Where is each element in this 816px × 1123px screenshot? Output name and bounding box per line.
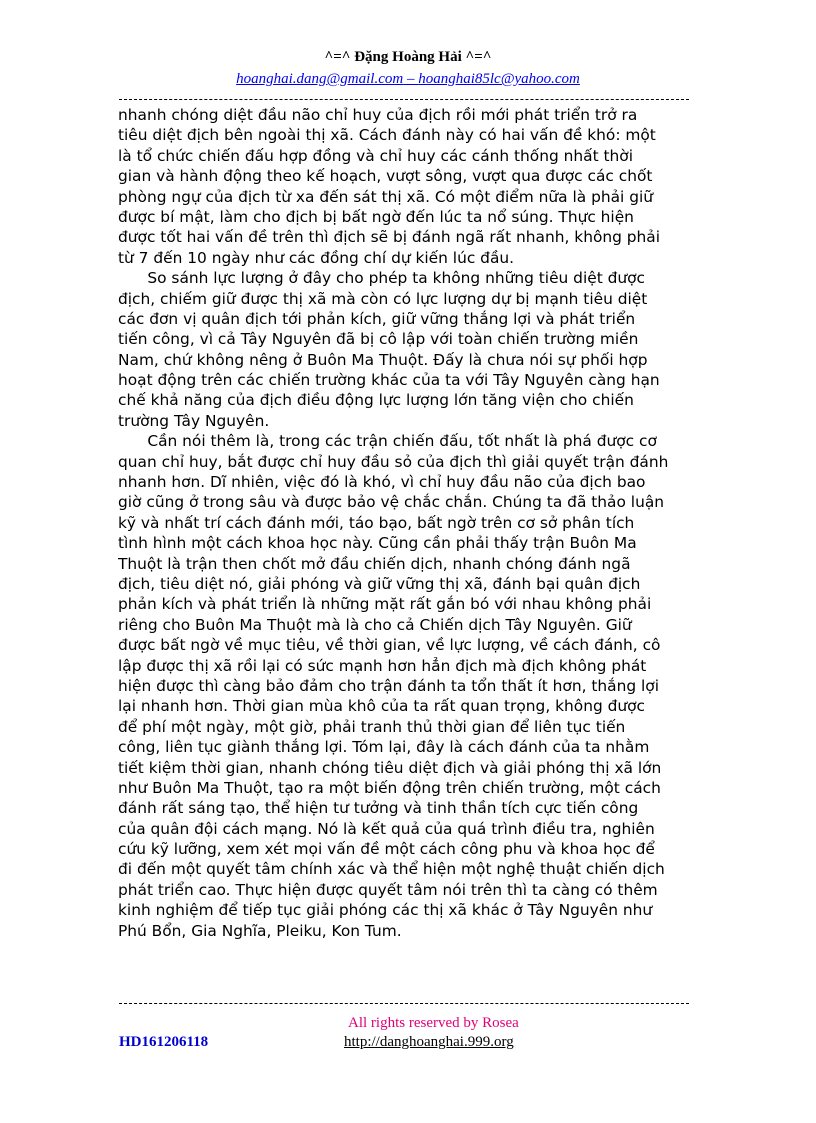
body-text-line: các đơn vị quân địch tới phản kích, giữ vững thắng lợi và phát triển	[118, 309, 636, 328]
body-text-line: địch, tiêu diệt nó, giải phóng và giữ vững thị xã, đánh bại quân địch	[118, 574, 641, 593]
document-code: HD161206118	[119, 1034, 209, 1050]
body-text-line: lại nhanh hơn. Thời gian mùa khô của ta rất quan trọng, không được	[118, 697, 646, 716]
body-text-line: của quân đội cách mạng. Nó là kết quả của quá trình điều tra, nghiên	[118, 819, 655, 838]
body-text-line: là tổ chức chiến đấu hợp đồng và chỉ huy các cánh thống nhất thời	[118, 146, 633, 165]
body-text-line: được bất ngờ về mục tiêu, về thời gian, về lực lượng, về cách đánh, cô	[118, 636, 661, 655]
body-text-line: Nam, chứ không nêng ở Buôn Ma Thuột. Đấy là chưa nói sự phối hợp	[118, 350, 648, 369]
footer-website-link[interactable]: http://danghoanghai.999.org	[344, 1034, 514, 1050]
body-text-line: được tốt hai vấn đề trên thì địch sẽ bị đánh ngã rất nhanh, không phải	[118, 228, 661, 247]
body-text-line: phát triển cao. Thực hiện được quyết tâm nói trên thì ta càng có thêm	[118, 880, 658, 899]
body-text-line: hoạt động trên các chiến trường khác của ta với Tây Nguyên càng hạn	[118, 371, 660, 390]
body-text-line: địch, chiếm giữ được thị xã mà còn có lực lượng dự bị mạnh tiêu diệt	[118, 289, 648, 308]
body-text-line: So sánh lực lượng ở đây cho phép ta không những tiêu diệt được	[118, 269, 646, 288]
body-text-line: giờ cũng ở trong sâu và được bảo vệ chắc chắn. Chúng ta đã thảo luận	[118, 493, 665, 512]
body-text-line: kinh nghiệm để tiếp tục giải phóng các thị xã khác ở Tây Nguyên như	[118, 901, 653, 920]
body-text-line: phòng ngự của địch từ xa đến sát thị xã. Có một điểm nữa là phải giữ	[118, 187, 654, 206]
body-text-line: Cần nói thêm là, trong các trận chiến đấu, tốt nhất là phá được cơ	[118, 432, 657, 451]
body-text-line: để phí một ngày, một giờ, phải tranh thủ thời gian để liên tục tiến	[118, 717, 626, 736]
body-text-line: lập được thị xã rồi lại có sức mạnh hơn hẳn địch mà địch không phát	[118, 656, 647, 675]
page-header-title: ^=^ Đặng Hoàng Hải ^=^	[324, 49, 492, 65]
body-text-line: nhanh chóng diệt đầu não chỉ huy của địch rồi mới phát triển trở ra	[118, 106, 638, 124]
body-text-line: riêng cho Buôn Ma Thuột mà là cho cả Chiến dịch Tây Nguyên. Giữ	[118, 615, 632, 634]
body-text-line: đi đến một quyết tâm chính xác và thể hiện một nghệ thuật chiến dịch	[118, 860, 665, 879]
body-text-line: trường Tây Nguyên.	[118, 411, 270, 430]
body-text-line: kỹ và nhất trí cách đánh mới, táo bạo, bất ngờ trên cơ sở phân tích	[118, 513, 635, 532]
body-text-line: đánh rất sáng tạo, thể hiện tư tưởng và tinh thần tích cực tiến công	[118, 799, 639, 818]
email-link-gmail[interactable]: hoanghai.dang@gmail.com	[236, 71, 404, 87]
body-text-line: chế khả năng của địch điều động lực lượng lớn tăng viện cho chiến	[118, 391, 634, 410]
email-link-yahoo[interactable]: hoanghai85lc@yahoo.com	[418, 71, 580, 87]
body-text-line: hiện được thì càng bảo đảm cho trận đánh ta tổn thất ít hơn, thắng lợi	[118, 676, 659, 695]
body-text-line: Thuột là trận then chốt mở đầu chiến dịch, nhanh chóng đánh ngã	[118, 554, 631, 573]
body-text-line: gian và hành động theo kế hoạch, vượt sông, vượt qua được các chốt	[118, 167, 653, 186]
body-text-line: tiết kiệm thời gian, nhanh chóng tiêu diệt địch và giải phóng thị xã lớn	[118, 758, 662, 777]
body-text-line: tình hình một cách khoa học này. Cũng cần phải thấy trận Buôn Ma	[118, 534, 637, 553]
header-divider	[119, 99, 689, 100]
body-text-line: từ 7 đến 10 ngày như các đồng chí dự kiến lúc đầu.	[118, 248, 515, 267]
footer-divider	[119, 1003, 689, 1004]
body-text-line: nhanh hơn. Dĩ nhiên, việc đó là khó, vì chỉ huy đầu não của địch bao	[118, 473, 646, 492]
body-text-line: phản kích và phát triển là những mặt rất gắn bó với nhau không phải	[118, 595, 652, 614]
body-text-line: được bí mật, làm cho địch bị bất ngờ đến lúc ta nổ súng. Thực hiện	[118, 207, 634, 226]
body-text-line: quan chỉ huy, bắt được chỉ huy đầu sỏ của địch thì giải quyết trận đánh	[118, 452, 669, 471]
body-text-line: tiêu diệt địch bên ngoài thị xã. Cách đánh này có hai vấn đề khó: một	[118, 126, 656, 145]
header-contact-line	[0, 71, 816, 88]
body-text-line: cứu kỹ lưỡng, xem xét mọi vấn đề một cách công phu và khoa học để	[118, 840, 655, 859]
body-text-line: Phú Bổn, Gia Nghĩa, Pleiku, Kon Tum.	[118, 921, 402, 940]
footer-copyright: All rights reserved by Rosea	[348, 1015, 519, 1031]
document-body	[118, 105, 698, 941]
body-text-line: như Buôn Ma Thuột, tạo ra một biến động trên chiến trường, một cách	[118, 778, 661, 797]
email-separator: –	[403, 71, 419, 87]
body-text-line: công, liên tục giành thắng lợi. Tóm lại, đây là cách đánh của ta nhằm	[118, 738, 650, 757]
body-text-line: tiến công, vì cả Tây Nguyên đã bị cô lập với toàn chiến trường miền	[118, 330, 639, 349]
